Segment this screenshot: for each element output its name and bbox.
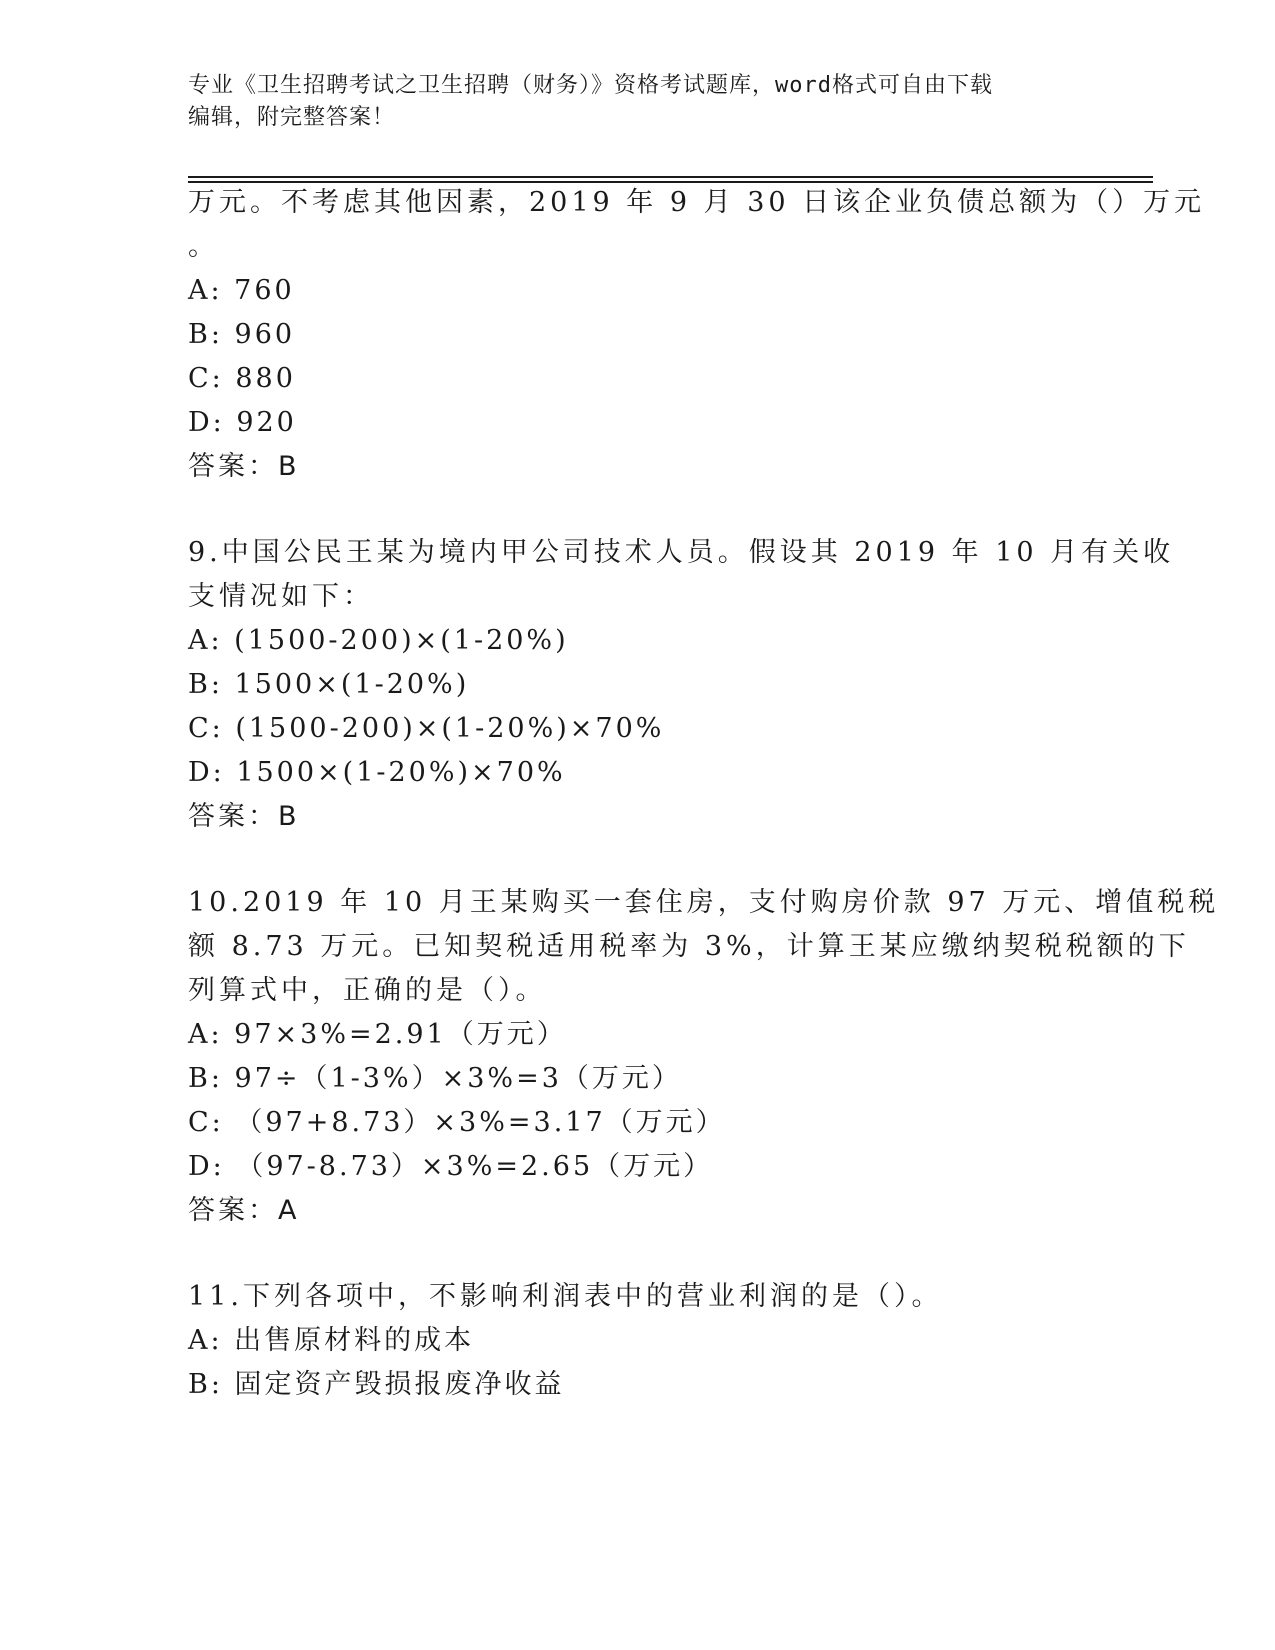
q8-option-d: D: 920 bbox=[188, 407, 297, 438]
document-header bbox=[188, 70, 1088, 134]
q11-stem-line-1: 11.下列各项中，不影响利润表中的营业利润的是（）。 bbox=[188, 1281, 943, 1312]
q11-option-b: B: 固定资产毁损报废净收益 bbox=[188, 1369, 565, 1400]
q10-option-a: A: 97×3%=2.91（万元） bbox=[188, 1019, 567, 1050]
q9-option-b: B: 1500×(1-20%) bbox=[188, 669, 470, 700]
header-line-2: 编辑，附完整答案！ bbox=[188, 105, 396, 130]
header-divider-bottom bbox=[188, 181, 1153, 183]
q10-option-b: B: 97÷（1-3%）×3%=3（万元） bbox=[188, 1063, 682, 1094]
header-divider-top bbox=[188, 176, 1153, 178]
q11-option-a: A: 出售原材料的成本 bbox=[188, 1325, 475, 1356]
q9-answer: 答案：B bbox=[188, 801, 300, 832]
q8-option-b: B: 960 bbox=[188, 319, 296, 350]
header-line-1: 专业《卫生招聘考试之卫生招聘（财务）》资格考试题库，word格式可自由下载 bbox=[188, 73, 993, 98]
q10-option-d: D: （97-8.73）×3%=2.65（万元） bbox=[188, 1151, 714, 1182]
q8-option-a: A: 760 bbox=[188, 275, 295, 306]
q9-stem-line-2: 支情况如下： bbox=[188, 581, 374, 612]
q8-stem-line-2: 。 bbox=[188, 231, 219, 262]
q8-answer: 答案：B bbox=[188, 451, 300, 482]
q9-option-d: D: 1500×(1-20%)×70% bbox=[188, 757, 566, 788]
q10-stem-line-1: 10.2019 年 10 月王某购买一套住房，支付购房价款 97 万元、增值税税 bbox=[188, 887, 1220, 918]
q10-stem-line-2: 额 8.73 万元。已知契税适用税率为 3%，计算王某应缴纳契税税额的下 bbox=[188, 931, 1190, 962]
q10-stem-line-3: 列算式中，正确的是（）。 bbox=[188, 975, 547, 1006]
q10-answer: 答案：A bbox=[188, 1195, 300, 1226]
q8-option-c: C: 880 bbox=[188, 363, 296, 394]
q9-stem-line-1: 9.中国公民王某为境内甲公司技术人员。假设其 2019 年 10 月有关收 bbox=[188, 537, 1175, 568]
q8-stem-line-1: 万元。不考虑其他因素，2019 年 9 月 30 日该企业负债总额为（）万元 bbox=[188, 187, 1206, 218]
q9-option-c: C: (1500-200)×(1-20%)×70% bbox=[188, 713, 665, 744]
q10-option-c: C: （97+8.73）×3%=3.17（万元） bbox=[188, 1107, 726, 1138]
q9-option-a: A: (1500-200)×(1-20%) bbox=[188, 625, 569, 656]
